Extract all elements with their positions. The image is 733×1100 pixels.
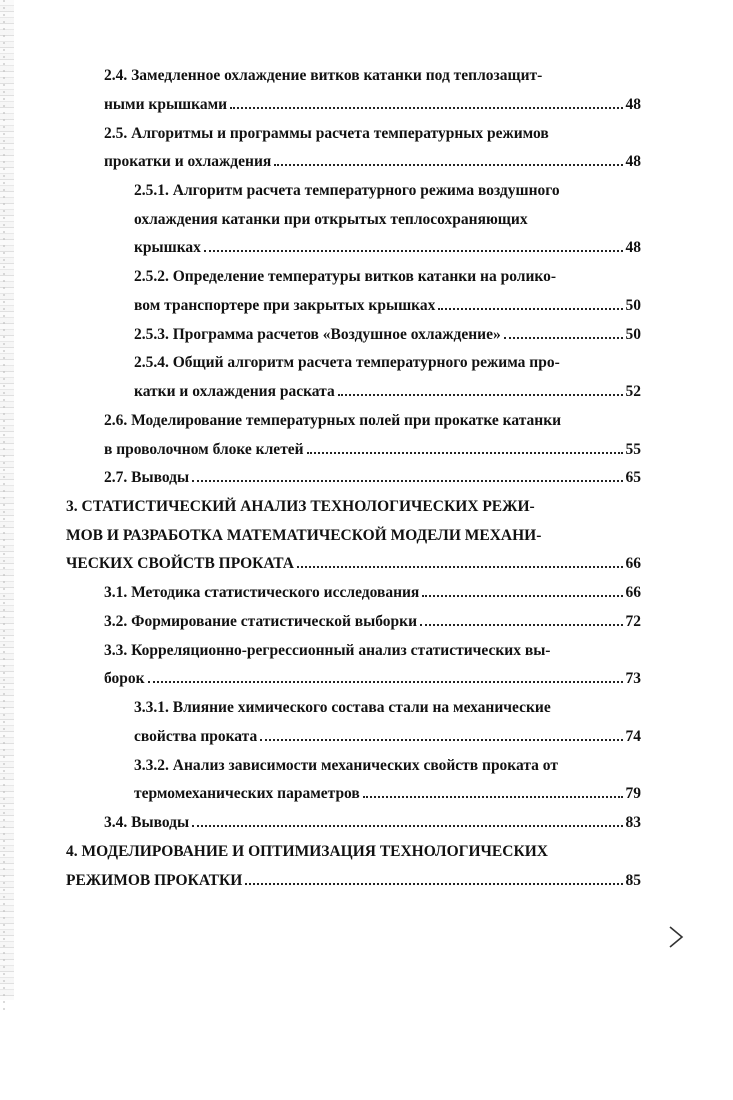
toc-entry-2-5-2[interactable] [134,296,641,316]
toc-page-number: 66 [625,584,641,601]
toc-entry-3-4[interactable] [104,813,641,833]
toc-entry-2-6-line1: 2.6. Моделирование температурных полей при прокатке катанки [104,412,562,429]
toc-entry-3-3[interactable] [104,669,641,689]
toc-page-number: 83 [625,814,641,831]
toc-page-number: 79 [625,785,641,802]
dot-leader [363,795,623,798]
toc-entry-2-5-1-line1: 2.5.1. Алгоритм расчета температурного режима воздушного [134,182,560,199]
toc-entry-2-4-line1: 2.4. Замедленное охлаждение витков катанки под теплозащит- [104,67,543,84]
dot-leader [307,451,623,454]
dot-leader [245,882,622,885]
toc-entry-title: в проволочном блоке клетей [104,441,304,458]
dot-leader [204,249,623,252]
toc-entry-2-5[interactable] [104,152,641,172]
toc-page-number: 65 [625,469,641,486]
toc-entry-3-3-2[interactable] [134,784,641,804]
toc-entry-title: катки и охлаждения раската [134,383,335,400]
toc-page-number: 50 [625,297,641,314]
toc-page-number: 55 [625,441,641,458]
toc-page-number: 50 [625,326,641,343]
dot-leader [192,479,622,482]
dot-leader [438,307,622,310]
toc-entry-title: 2.7. Выводы [104,469,190,486]
toc-entry-4[interactable] [66,871,641,891]
toc-page-number: 72 [625,613,641,630]
toc-page-number: 52 [625,383,641,400]
toc-entry-title: крышках [134,239,201,256]
toc-entry-2-6[interactable] [104,440,641,460]
toc-entry-2-5-1[interactable] [134,238,641,258]
dot-leader [297,565,623,568]
dot-leader [420,623,622,626]
toc-page-number: 48 [625,153,641,170]
toc-page-number: 48 [625,239,641,256]
toc-entry-title: ЧЕСКИХ СВОЙСТВ ПРОКАТА [66,555,294,572]
toc-page-number: 73 [625,670,641,687]
toc-entry-4-line1: 4. МОДЕЛИРОВАНИЕ И ОПТИМИЗАЦИЯ ТЕХНОЛОГИЧЕСКИХ [66,843,548,860]
toc-entry-3-line2: МОВ И РАЗРАБОТКА МАТЕМАТИЧЕСКОЙ МОДЕЛИ МЕХАНИ- [66,527,542,544]
toc-entry-3-3-2-line1: 3.3.2. Анализ зависимости механических свойств проката от [134,757,558,774]
dot-leader [192,824,622,827]
dot-leader [338,393,623,396]
toc-entry-2-5-3[interactable] [134,325,641,345]
toc-entry-2-5-4-line1: 2.5.4. Общий алгоритм расчета температурного режима про- [134,354,560,371]
toc-entry-3-2[interactable] [104,612,641,632]
toc-entry-title: прокатки и охлаждения [104,153,272,170]
toc-entry-3-1[interactable] [104,583,641,603]
scan-edge-noise [3,0,5,1010]
toc-entry-3-line1: 3. СТАТИСТИЧЕСКИЙ АНАЛИЗ ТЕХНОЛОГИЧЕСКИХ РЕЖИ- [66,498,535,515]
dot-leader [148,680,623,683]
dot-leader [422,594,622,597]
dot-leader [504,336,623,339]
toc-entry-2-7[interactable] [104,468,641,488]
toc-entry-title: РЕЖИМОВ ПРОКАТКИ [66,872,243,889]
toc-entry-title: 3.4. Выводы [104,814,190,831]
toc-entry-2-5-4[interactable] [134,382,641,402]
toc-entry-title: 3.1. Методика статистического исследования [104,584,420,601]
chevron-right-icon[interactable] [665,924,687,950]
toc-entry-3-3-line1: 3.3. Корреляционно-регрессионный анализ статистических вы- [104,642,551,659]
toc-entry-title: 2.5.3. Программа расчетов «Воздушное охлаждение» [134,326,501,343]
toc-page-number: 74 [625,728,641,745]
dot-leader [230,106,622,109]
toc-entry-title: борок [104,670,145,687]
toc-entry-2-5-2-line1: 2.5.2. Определение температуры витков катанки на ролико- [134,268,557,285]
toc-entry-3-3-1[interactable] [134,727,641,747]
dot-leader [274,163,622,166]
toc-entry-title: термомеханических параметров [134,785,360,802]
toc-entry-title: свойства проката [134,728,258,745]
toc-page-number: 48 [625,96,641,113]
dot-leader [260,738,622,741]
toc-entry-title: вом транспортере при закрытых крышках [134,297,436,314]
toc-entry-3-3-1-line1: 3.3.1. Влияние химического состава стали на механические [134,699,551,716]
toc-entry-2-5-1-line2: охлаждения катанки при открытых теплосохраняющих [134,211,528,228]
toc-entry-3[interactable] [66,554,641,574]
toc-page-number: 66 [625,555,641,572]
toc-entry-title: ными крышками [104,96,228,113]
toc-entry-2-5-line1: 2.5. Алгоритмы и программы расчета температурных режимов [104,125,549,142]
toc-entry-2-4[interactable] [104,95,641,115]
toc-page-number: 85 [625,872,641,889]
toc-entry-title: 3.2. Формирование статистической выборки [104,613,418,630]
